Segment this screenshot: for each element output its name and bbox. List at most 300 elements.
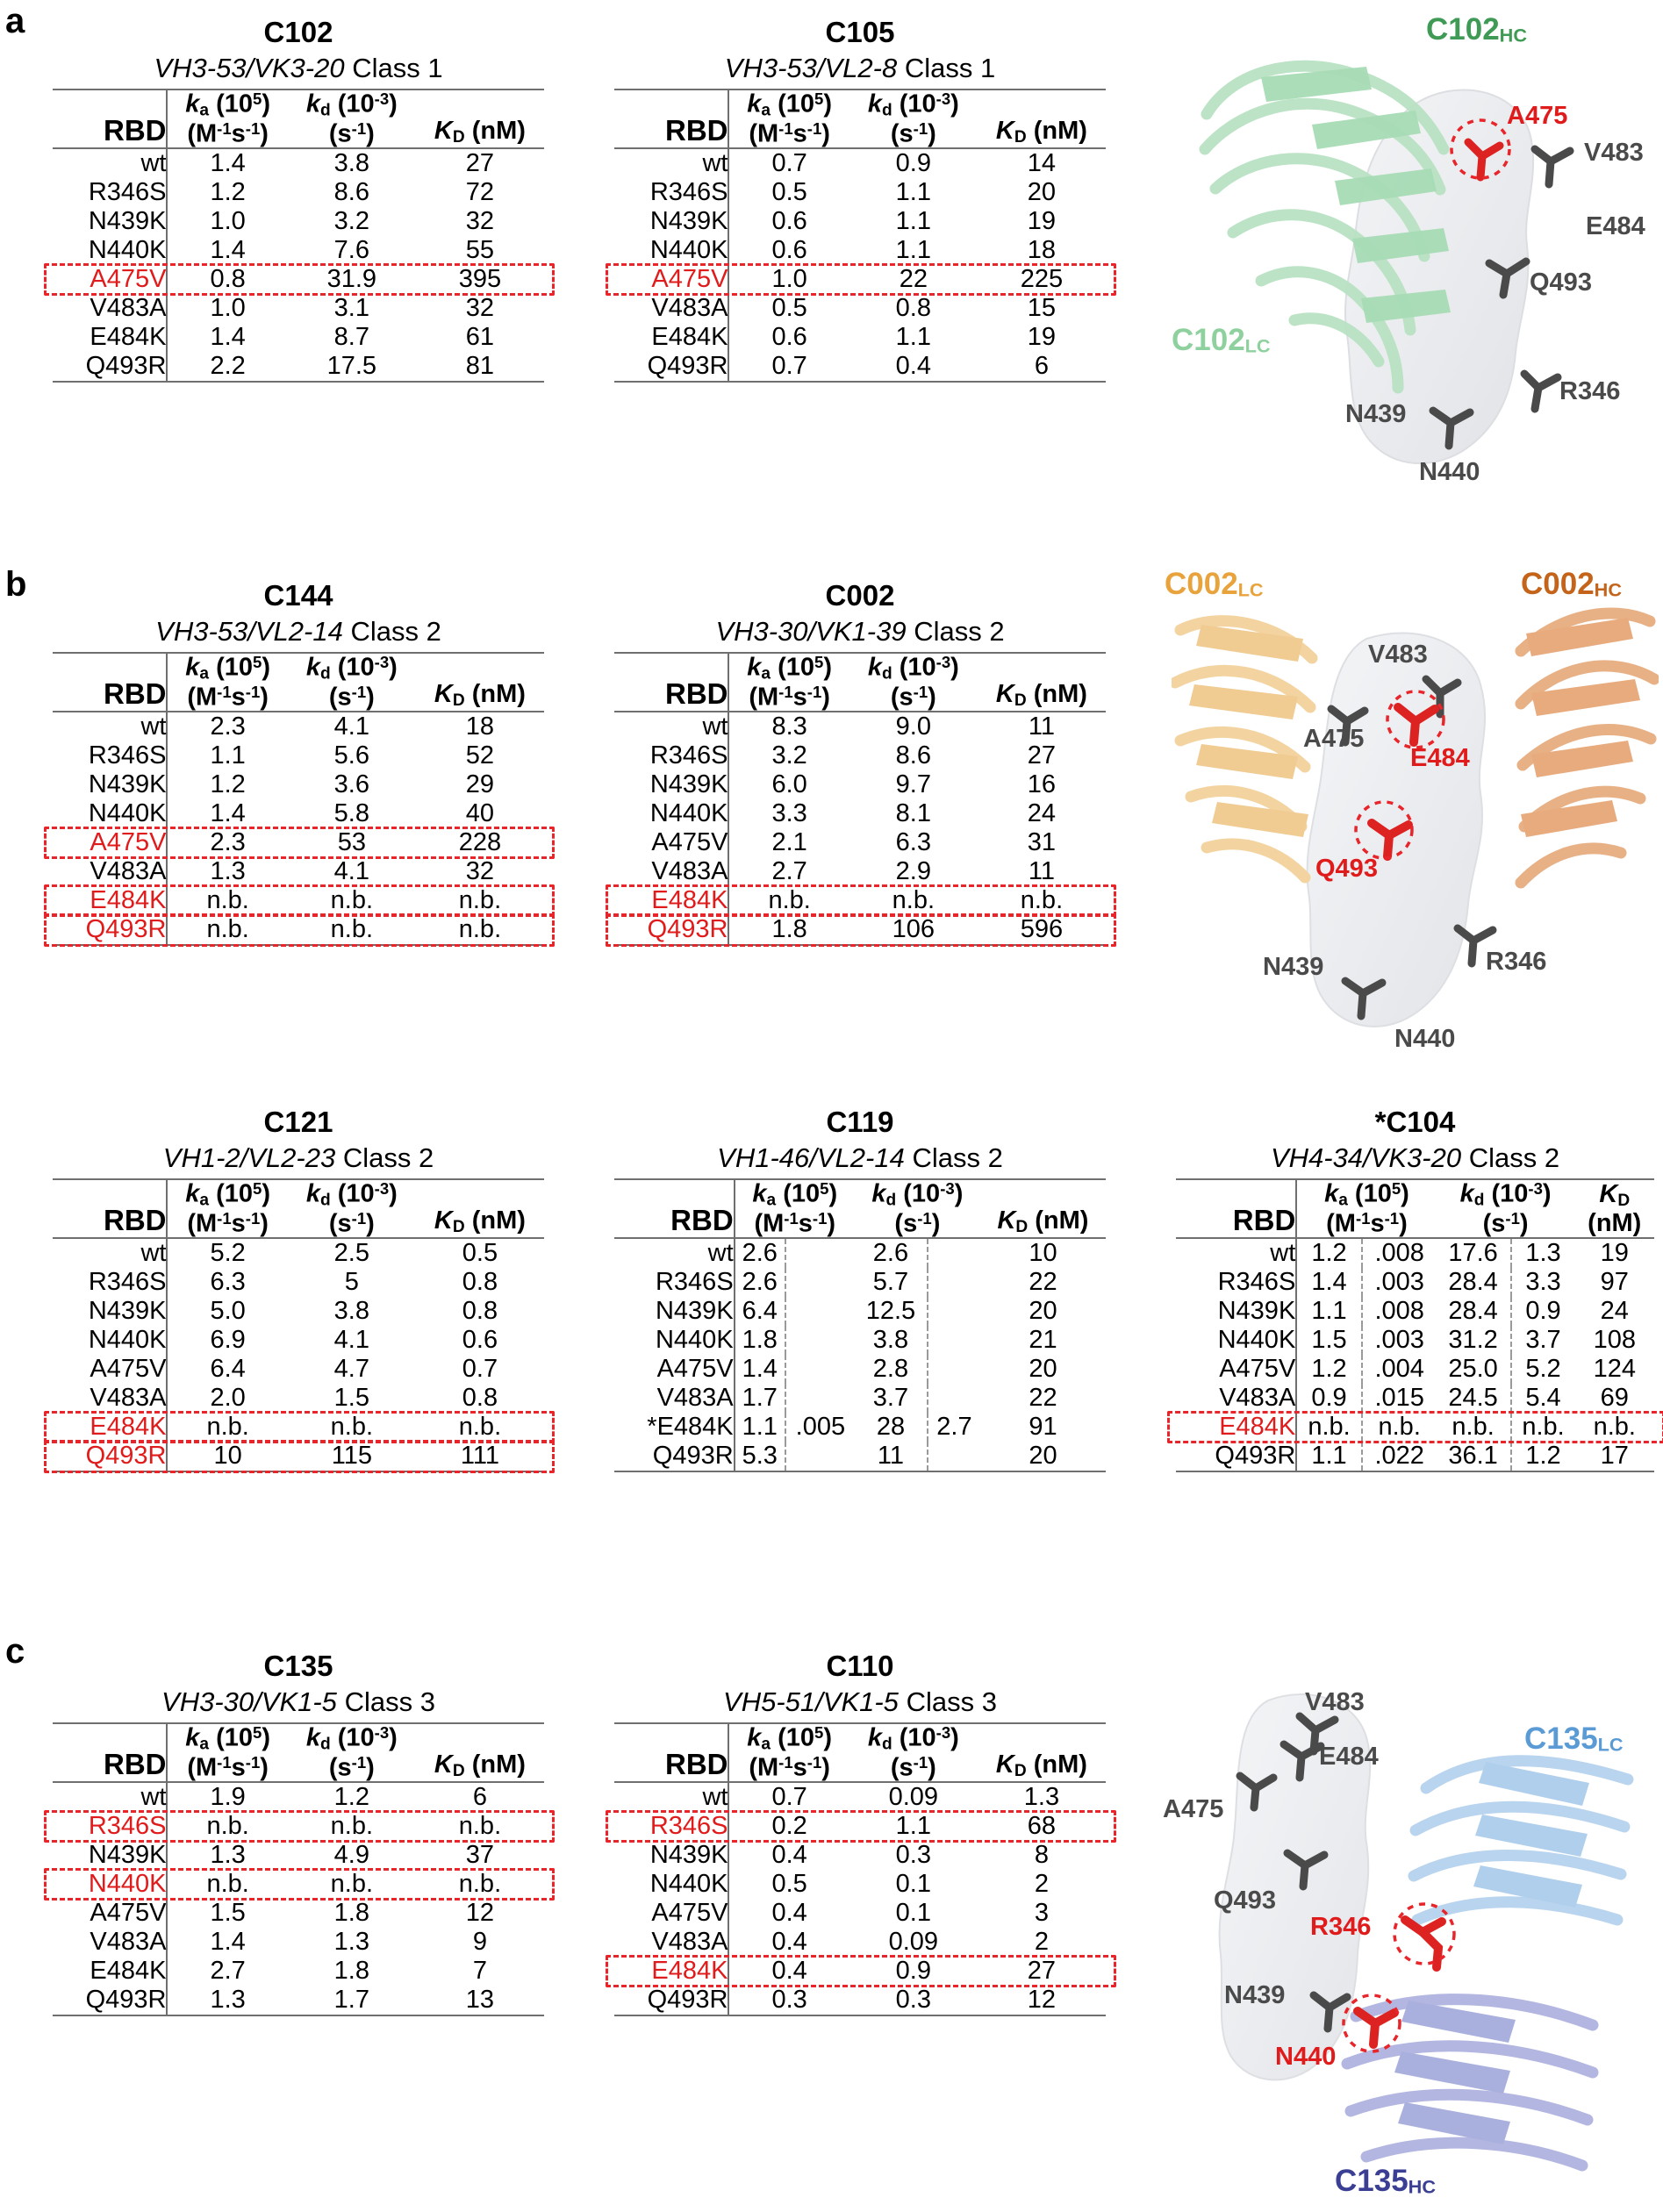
ka-value-2: .003 bbox=[1374, 1267, 1424, 1296]
kd-value: 1.1 bbox=[895, 235, 931, 264]
table-row bbox=[614, 1841, 1106, 1870]
kinetics-table-c102 bbox=[53, 89, 544, 383]
ka-value: 0.5 bbox=[771, 293, 807, 322]
ka-value-2: .008 bbox=[1374, 1238, 1424, 1267]
gene-segments: VH1-46/VL2-14 bbox=[717, 1142, 905, 1173]
rbd-variant: V483A bbox=[53, 1384, 167, 1413]
rbd-variant: N439K bbox=[614, 1297, 735, 1326]
table-row bbox=[614, 1957, 1106, 1986]
ka-value: 8.3 bbox=[771, 712, 807, 741]
ka-value: 0.9 bbox=[1296, 1384, 1361, 1413]
panel-letter-b: b bbox=[5, 565, 27, 604]
rbd-variant: Q493R bbox=[614, 915, 728, 945]
antibody-genes-class bbox=[717, 1142, 1003, 1174]
ka-value: n.b. bbox=[206, 914, 249, 943]
ka-value: 10 bbox=[213, 1441, 242, 1470]
KD-value: 21 bbox=[1029, 1325, 1057, 1354]
ka-value: 6.9 bbox=[210, 1325, 246, 1354]
epitope-class: Class 2 bbox=[350, 615, 441, 647]
rbd-variant: A475V bbox=[53, 1899, 167, 1928]
antibody-genes-class bbox=[155, 616, 441, 648]
table-row bbox=[614, 265, 1106, 294]
KD-value: 18 bbox=[1027, 235, 1057, 264]
ka-value: 2.6 bbox=[735, 1268, 785, 1297]
epitope-class: Class 2 bbox=[914, 615, 1005, 647]
antibody-genes-class bbox=[161, 1686, 435, 1718]
KD-value: 69 bbox=[1600, 1383, 1629, 1412]
rbd-variant: N439K bbox=[614, 770, 728, 799]
rbd-variant: A475V bbox=[1176, 1355, 1296, 1384]
rbd-variant: Q493R bbox=[1176, 1442, 1296, 1471]
ka-value-2: .003 bbox=[1374, 1325, 1424, 1354]
header-rbd: RBD bbox=[614, 653, 728, 712]
KD-value: 91 bbox=[1029, 1412, 1057, 1441]
rbd-variant: Q493R bbox=[53, 352, 167, 382]
table-row bbox=[614, 352, 1106, 382]
residue-label-r346: R346 bbox=[1559, 377, 1621, 405]
residue-label-v483: V483 bbox=[1368, 641, 1428, 669]
table-row bbox=[53, 1355, 544, 1384]
KD-value: 11 bbox=[1028, 712, 1055, 741]
table-row bbox=[1176, 1355, 1654, 1384]
ka-value: 1.0 bbox=[771, 264, 807, 293]
ka-value: n.b. bbox=[768, 885, 811, 914]
gene-segments: VH5-51/VK1-5 bbox=[723, 1686, 899, 1717]
table-row bbox=[614, 828, 1106, 857]
table-block-c002 bbox=[614, 579, 1106, 946]
KD-value: 6 bbox=[1034, 351, 1049, 380]
KD-value: 10 bbox=[1029, 1238, 1057, 1267]
kd-value: 28.4 bbox=[1437, 1268, 1511, 1297]
KD-value: 0.7 bbox=[462, 1354, 498, 1383]
ka-value: 1.9 bbox=[210, 1782, 246, 1811]
table-row bbox=[614, 294, 1106, 323]
antibody-genes-class bbox=[154, 53, 442, 84]
rbd-variant: V483A bbox=[53, 1928, 167, 1957]
ka-value-2 bbox=[785, 1238, 855, 1268]
KD-value: 0.6 bbox=[462, 1325, 498, 1354]
ka-value: 1.4 bbox=[210, 798, 246, 827]
rbd-variant: Q493R bbox=[53, 1442, 167, 1471]
header-ka: $k_a$ $(10^5)$ $(M^{-1}s^{-1})$ bbox=[747, 1722, 833, 1782]
chain-label-c135-lc: $C135_{LC}$ bbox=[1524, 1722, 1624, 1756]
ka-value: 0.2 bbox=[771, 1811, 807, 1840]
table-row bbox=[53, 265, 544, 294]
residue-label-n440: N440 bbox=[1419, 458, 1480, 486]
kd-value: 8.1 bbox=[895, 798, 931, 827]
KD-value: n.b. bbox=[458, 914, 502, 943]
KD-value: 40 bbox=[465, 798, 495, 827]
antibody-name: *C104 bbox=[1374, 1106, 1456, 1138]
header-kd: $k_d$ $(10^{-3})$ $(s^{-1})$ bbox=[305, 1722, 398, 1782]
kd-value: 24.5 bbox=[1437, 1384, 1511, 1413]
kd-value-2 bbox=[928, 1355, 980, 1384]
ka-value: 6.4 bbox=[735, 1297, 785, 1326]
epitope-class: Class 1 bbox=[904, 52, 996, 83]
residue-label-q493: Q493 bbox=[1315, 855, 1378, 883]
kd-value: 9.0 bbox=[895, 712, 931, 741]
header-kd: $k_d$ $(10^{-3})$ $(s^{-1})$ bbox=[305, 652, 398, 712]
kd-value: n.b. bbox=[1437, 1413, 1511, 1442]
residue-label-n440: N440 bbox=[1275, 2043, 1337, 2071]
ka-value: 1.2 bbox=[1296, 1355, 1361, 1384]
table-row bbox=[53, 1841, 544, 1870]
kd-value: 11 bbox=[855, 1442, 928, 1471]
rbd-variant: A475V bbox=[53, 265, 167, 294]
header-KD: $K_D$ (nM) bbox=[997, 1206, 1089, 1237]
table-row bbox=[53, 799, 544, 828]
rbd-variant: E484K bbox=[614, 1957, 728, 1986]
kd-value-2: 3.7 bbox=[1525, 1325, 1561, 1354]
table-row bbox=[53, 1957, 544, 1986]
rbd-variant: R346S bbox=[53, 741, 167, 770]
ka-value: n.b. bbox=[206, 1869, 249, 1898]
KD-value: 395 bbox=[458, 264, 502, 293]
chain-label-c102-hc: $C102_{HC}$ bbox=[1426, 12, 1527, 47]
header-rbd: RBD bbox=[53, 653, 167, 712]
KD-value: 7 bbox=[472, 1956, 487, 1985]
ka-value: 1.3 bbox=[210, 856, 246, 885]
kd-value: 4.1 bbox=[333, 712, 369, 741]
ka-value-2: .015 bbox=[1374, 1383, 1424, 1412]
rbd-variant: V483A bbox=[53, 294, 167, 323]
header-kd: $k_d$ $(10^{-3})$ $(s^{-1})$ bbox=[305, 89, 398, 148]
rbd-variant: N440K bbox=[614, 1326, 735, 1355]
KD-value: 12 bbox=[465, 1898, 495, 1927]
rbd-variant: N440K bbox=[614, 236, 728, 265]
table-block-c121 bbox=[53, 1106, 544, 1472]
KD-value: 97 bbox=[1600, 1267, 1629, 1296]
rbd-variant: R346S bbox=[614, 741, 728, 770]
residue-label-r346: R346 bbox=[1486, 948, 1547, 976]
kd-value: 12.5 bbox=[855, 1297, 928, 1326]
rbd-variant: E484K bbox=[53, 323, 167, 352]
antibody-genes-class bbox=[163, 1142, 434, 1174]
KD-value: 31 bbox=[1027, 827, 1057, 856]
kd-value: 28.4 bbox=[1437, 1297, 1511, 1326]
ka-value: 6.3 bbox=[210, 1267, 246, 1296]
kd-value-2: 5.2 bbox=[1525, 1354, 1561, 1383]
KD-value: 12 bbox=[1027, 1985, 1057, 2014]
KD-value: 0.8 bbox=[462, 1383, 498, 1412]
header-kd: $k_d$ $(10^{-3})$ $(s^{-1})$ bbox=[867, 652, 959, 712]
kd-value: 1.5 bbox=[333, 1383, 369, 1412]
ka-value: 1.4 bbox=[210, 235, 246, 264]
gene-segments: VH3-53/VL2-14 bbox=[155, 615, 343, 647]
header-KD: $K_D$ (nM) bbox=[434, 680, 526, 711]
header-kd: $k_d$ $(10^{-3})$ $(s^{-1})$ bbox=[1459, 1178, 1552, 1238]
table-row bbox=[53, 148, 544, 178]
rbd-variant: V483A bbox=[614, 1928, 728, 1957]
KD-value: 37 bbox=[465, 1840, 495, 1869]
header-ka: $k_a$ $(10^5)$ $(M^{-1}s^{-1})$ bbox=[1324, 1178, 1409, 1238]
rbd-variant: N439K bbox=[614, 207, 728, 236]
rbd-variant: N439K bbox=[53, 207, 167, 236]
ka-value: 2.3 bbox=[210, 827, 246, 856]
KD-value: 27 bbox=[465, 148, 495, 177]
kd-value: 3.6 bbox=[333, 770, 369, 798]
KD-value: 0.5 bbox=[462, 1238, 498, 1267]
rbd-variant: *E484K bbox=[614, 1413, 735, 1442]
header-kd: $k_d$ $(10^{-3})$ $(s^{-1})$ bbox=[867, 1722, 959, 1782]
table-block-c105 bbox=[614, 16, 1106, 383]
ka-value-2 bbox=[785, 1297, 855, 1326]
table-row bbox=[614, 1355, 1106, 1384]
header-rbd: RBD bbox=[53, 1723, 167, 1782]
table-block-c144 bbox=[53, 579, 544, 946]
kd-value: n.b. bbox=[330, 1412, 374, 1441]
table-row bbox=[1176, 1238, 1654, 1268]
rbd-variant: Q493R bbox=[614, 352, 728, 382]
header-ka: $k_a$ $(10^5)$ $(M^{-1}s^{-1})$ bbox=[747, 652, 833, 712]
ka-value: 0.7 bbox=[771, 351, 807, 380]
table-row bbox=[53, 1870, 544, 1899]
KD-value: n.b. bbox=[1020, 885, 1064, 914]
table-block-c102 bbox=[53, 16, 544, 383]
structure-image-c135-rbd bbox=[1136, 1639, 1659, 2208]
ka-value: n.b. bbox=[206, 1412, 249, 1441]
kd-value-2: 0.9 bbox=[1525, 1296, 1561, 1325]
kd-value: 1.3 bbox=[333, 1927, 369, 1956]
gene-segments: VH1-2/VL2-23 bbox=[162, 1142, 336, 1173]
kinetics-table-c105 bbox=[614, 89, 1106, 383]
header-kd: $k_d$ $(10^{-3})$ $(s^{-1})$ bbox=[305, 1178, 398, 1238]
table-row bbox=[614, 1413, 1106, 1442]
table-row bbox=[614, 323, 1106, 352]
header-rbd: RBD bbox=[614, 89, 728, 148]
kinetics-table-c104 bbox=[1176, 1178, 1654, 1472]
ka-value: 0.3 bbox=[771, 1985, 807, 2014]
ka-value: 1.7 bbox=[735, 1384, 785, 1413]
header-KD: $K_D$ (nM) bbox=[434, 1206, 526, 1237]
ka-value: 1.4 bbox=[1296, 1268, 1361, 1297]
KD-value: 32 bbox=[465, 856, 495, 885]
table-row bbox=[53, 828, 544, 857]
kd-value: 17.5 bbox=[326, 351, 377, 380]
header-ka: $k_a$ $(10^5)$ $(M^{-1}s^{-1})$ bbox=[185, 89, 271, 148]
KD-value: n.b. bbox=[458, 1869, 502, 1898]
rbd-variant: A475V bbox=[614, 265, 728, 294]
ka-value: 1.4 bbox=[210, 322, 246, 351]
rbd-variant: Q493R bbox=[53, 915, 167, 945]
KD-value: 19 bbox=[1600, 1238, 1629, 1267]
ka-value: 1.1 bbox=[735, 1413, 785, 1442]
ka-value: n.b. bbox=[206, 885, 249, 914]
ka-value: 6.4 bbox=[210, 1354, 246, 1383]
kd-value-2 bbox=[928, 1268, 980, 1297]
chain-label-c102-lc: $C102_{LC}$ bbox=[1172, 323, 1271, 357]
chain-label-c135-hc: $C135_{HC}$ bbox=[1335, 2164, 1436, 2198]
KD-value: 52 bbox=[465, 741, 495, 770]
KD-value: 27 bbox=[1027, 1956, 1057, 1985]
residue-label-n439: N439 bbox=[1224, 1981, 1286, 2009]
table-row bbox=[614, 178, 1106, 207]
residue-label-a475: A475 bbox=[1507, 102, 1568, 130]
rbd-variant: R346S bbox=[1176, 1268, 1296, 1297]
table-row bbox=[53, 207, 544, 236]
epitope-class: Class 3 bbox=[344, 1686, 435, 1717]
table-row bbox=[614, 1812, 1106, 1841]
table-row bbox=[53, 1413, 544, 1442]
antibody-name: C144 bbox=[263, 579, 333, 612]
structure-image-c102-rbd bbox=[1172, 9, 1654, 518]
KD-value: 27 bbox=[1027, 741, 1057, 770]
ka-value: 0.5 bbox=[771, 1869, 807, 1898]
KD-value: 1.3 bbox=[1023, 1782, 1060, 1811]
kd-value: 0.8 bbox=[895, 293, 931, 322]
header-KD: $K_D$ (nM) bbox=[1588, 1179, 1642, 1238]
epitope-class: Class 2 bbox=[912, 1142, 1003, 1173]
kd-value: 0.1 bbox=[895, 1898, 931, 1927]
kd-value: 36.1 bbox=[1437, 1442, 1511, 1471]
kd-value: n.b. bbox=[330, 885, 374, 914]
ka-value: 1.8 bbox=[735, 1326, 785, 1355]
KD-value: 0.8 bbox=[462, 1296, 498, 1325]
header-rbd: RBD bbox=[1176, 1179, 1296, 1238]
table-row bbox=[53, 741, 544, 770]
KD-value: 13 bbox=[465, 1985, 495, 2014]
kinetics-table-c110 bbox=[614, 1722, 1106, 2016]
panel-letter-a: a bbox=[5, 2, 25, 40]
rbd-variant: N440K bbox=[53, 236, 167, 265]
ka-value: 0.6 bbox=[771, 206, 807, 235]
kd-value: 5.8 bbox=[333, 798, 369, 827]
residue-label-a475: A475 bbox=[1163, 1795, 1224, 1823]
kd-value: 25.0 bbox=[1437, 1355, 1511, 1384]
residue-label-v483: V483 bbox=[1584, 139, 1644, 167]
rbd-variant: E484K bbox=[1176, 1413, 1296, 1442]
kd-value: 9.7 bbox=[895, 770, 931, 798]
rbd-variant: E484K bbox=[53, 1413, 167, 1442]
table-row bbox=[614, 1238, 1106, 1268]
KD-value: 124 bbox=[1593, 1354, 1636, 1383]
KD-value: 17 bbox=[1600, 1441, 1629, 1470]
table-row bbox=[53, 1442, 544, 1471]
KD-value: 19 bbox=[1027, 322, 1057, 351]
kd-value: 5 bbox=[344, 1267, 359, 1296]
antibody-genes-class bbox=[1271, 1142, 1559, 1174]
chain-label-c002-hc: $C002_{HC}$ bbox=[1521, 567, 1622, 601]
table-row bbox=[614, 712, 1106, 741]
kd-value: 17.6 bbox=[1437, 1238, 1511, 1268]
residue-label-n440: N440 bbox=[1394, 1025, 1456, 1053]
rbd-variant: V483A bbox=[614, 294, 728, 323]
KD-value: 24 bbox=[1600, 1296, 1629, 1325]
rbd-variant: V483A bbox=[53, 857, 167, 886]
residue-label-v483: V483 bbox=[1305, 1688, 1365, 1716]
gene-segments: VH4-34/VK3-20 bbox=[1270, 1142, 1462, 1173]
table-block-c110 bbox=[614, 1650, 1106, 2016]
kd-value: 3.8 bbox=[855, 1326, 928, 1355]
kd-value-2: 1.3 bbox=[1525, 1238, 1561, 1267]
ka-value-2 bbox=[785, 1268, 855, 1297]
kd-value: 0.9 bbox=[895, 1956, 931, 1985]
table-row bbox=[614, 886, 1106, 915]
ka-value-2 bbox=[785, 1355, 855, 1384]
epitope-class: Class 1 bbox=[352, 52, 443, 83]
header-ka: $k_a$ $(10^5)$ $(M^{-1}s^{-1})$ bbox=[185, 1178, 271, 1238]
antibody-name: C002 bbox=[825, 579, 895, 612]
rbd-variant: wt bbox=[53, 712, 167, 741]
table-row bbox=[1176, 1326, 1654, 1355]
antibody-genes-class bbox=[725, 53, 995, 84]
kd-value: 6.3 bbox=[895, 827, 931, 856]
ka-value: 0.7 bbox=[771, 1782, 807, 1811]
header-rbd: RBD bbox=[53, 1179, 167, 1238]
rbd-variant: R346S bbox=[53, 1812, 167, 1841]
KD-value: 20 bbox=[1029, 1441, 1057, 1470]
KD-value: 11 bbox=[1028, 856, 1055, 885]
rbd-variant: R346S bbox=[53, 1268, 167, 1297]
table-row bbox=[53, 1899, 544, 1928]
table-row bbox=[53, 886, 544, 915]
rbd-variant: R346S bbox=[614, 178, 728, 207]
rbd-variant: E484K bbox=[614, 323, 728, 352]
kd-value-2 bbox=[928, 1442, 980, 1471]
ka-value: 0.4 bbox=[771, 1898, 807, 1927]
KD-value: 9 bbox=[472, 1927, 487, 1956]
KD-value: 61 bbox=[465, 322, 495, 351]
table-row bbox=[1176, 1384, 1654, 1413]
KD-value: 32 bbox=[465, 206, 495, 235]
KD-value: n.b. bbox=[458, 1412, 502, 1441]
residue-label-n439: N439 bbox=[1345, 400, 1407, 428]
KD-value: 68 bbox=[1027, 1811, 1057, 1840]
rbd-variant: wt bbox=[53, 1782, 167, 1812]
kd-value: 0.9 bbox=[895, 148, 931, 177]
ka-value: 1.1 bbox=[1296, 1297, 1361, 1326]
rbd-variant: R346S bbox=[614, 1268, 735, 1297]
header-kd: $k_d$ $(10^{-3})$ $(s^{-1})$ bbox=[871, 1178, 964, 1238]
KD-value: 72 bbox=[465, 177, 495, 206]
table-row bbox=[1176, 1413, 1654, 1442]
kd-value-2: n.b. bbox=[1522, 1412, 1565, 1441]
ka-value: 0.6 bbox=[771, 322, 807, 351]
table-row bbox=[53, 352, 544, 382]
KD-value: 20 bbox=[1027, 177, 1057, 206]
residue-label-r346: R346 bbox=[1310, 1913, 1372, 1941]
table-row bbox=[614, 1986, 1106, 2015]
KD-value: 596 bbox=[1020, 914, 1064, 943]
KD-value: 0.8 bbox=[462, 1267, 498, 1296]
table-block-c104 bbox=[1176, 1106, 1654, 1472]
table-row bbox=[614, 1928, 1106, 1957]
kd-value: 4.7 bbox=[333, 1354, 369, 1383]
table-row bbox=[53, 1326, 544, 1355]
header-KD: $K_D$ (nM) bbox=[995, 117, 1087, 147]
ka-value: 0.4 bbox=[771, 1927, 807, 1956]
rbd-variant: N439K bbox=[614, 1841, 728, 1870]
KD-value: n.b. bbox=[458, 1811, 502, 1840]
KD-value: 20 bbox=[1029, 1354, 1057, 1383]
header-rbd: RBD bbox=[53, 89, 167, 148]
KD-value: n.b. bbox=[1593, 1412, 1636, 1441]
ka-value: 1.0 bbox=[210, 206, 246, 235]
antibody-genes-class bbox=[715, 616, 1004, 648]
ka-value: 5.0 bbox=[210, 1296, 246, 1325]
kd-value: 115 bbox=[331, 1441, 372, 1470]
kd-value: 3.7 bbox=[855, 1384, 928, 1413]
structure-image-c002-rbd bbox=[1165, 567, 1659, 1060]
rbd-variant: E484K bbox=[53, 886, 167, 915]
KD-value: 2 bbox=[1034, 1869, 1049, 1898]
rbd-variant: N440K bbox=[53, 1870, 167, 1899]
ka-value: 2.2 bbox=[210, 351, 246, 380]
table-row bbox=[614, 1326, 1106, 1355]
KD-value: 3 bbox=[1034, 1898, 1049, 1927]
table-row bbox=[53, 1297, 544, 1326]
ka-value: 1.4 bbox=[210, 148, 246, 177]
